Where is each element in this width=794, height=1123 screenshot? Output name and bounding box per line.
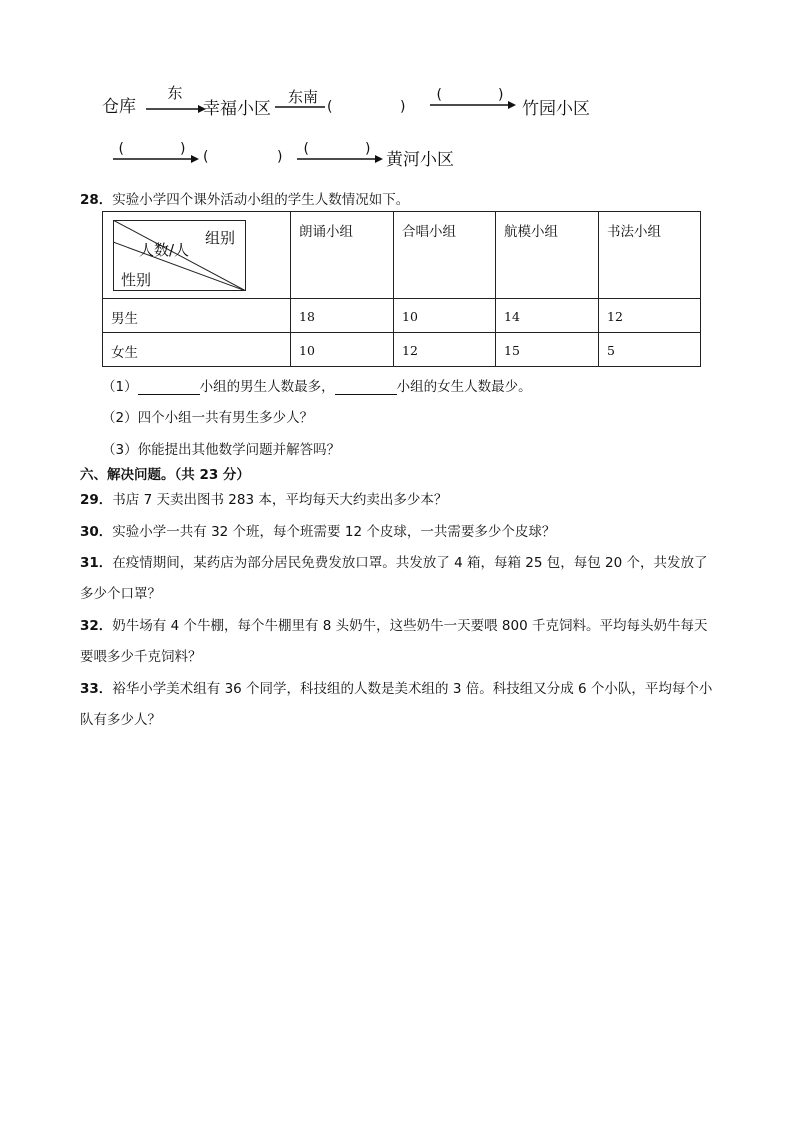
answer-blank-1[interactable] (138, 380, 200, 395)
question-28 (80, 188, 409, 208)
question-31: 31．在疫情期间，某药店为部分居民免费发放口罩。共发放了 4 箱，每箱 25 包，每包 20 个，共发放了 (80, 555, 708, 571)
arrow-3-icon (430, 100, 516, 110)
header-gender-label: 性别 (121, 271, 152, 289)
answer-blank-2[interactable] (335, 380, 397, 395)
subquestion-1: （1） 小组的男生人数最多， 小组的女生人数最少。 (102, 379, 532, 395)
arrow-2-line (275, 105, 325, 109)
diagonal-header-cell (103, 212, 291, 299)
subquestion-2: （2）四个小组一共有男生多少人？ (102, 410, 314, 426)
subquestion-3: （3）你能提出其他数学问题并解答吗？ (102, 442, 341, 458)
paren-close-2: ) (277, 149, 283, 165)
arrow-4-icon (113, 154, 199, 164)
column-header: 书法小组 (599, 212, 701, 299)
route-place-huanghe: 黄河小区 (386, 150, 454, 170)
route-start: 仓库 (102, 97, 136, 117)
arrow-label-blank: ( ) (436, 87, 504, 103)
table-header-row (103, 212, 701, 299)
row-label: 女生 (103, 333, 291, 367)
question-30: 30．实验小学一共有 32 个班，每个班需要 12 个皮球，一共需要多少个皮球？ (80, 524, 556, 540)
table-row (103, 299, 701, 333)
table-row (103, 333, 701, 367)
question-33: 33．裕华小学美术组有 36 个同学，科技组的人数是美术组的 3 倍。科技组又分成 6 个小队，平均每个小 (80, 681, 713, 697)
table-cell: 14 (496, 299, 599, 333)
table-cell: 5 (599, 333, 701, 367)
question-32-cont: 要喂多少千克饲料？ (80, 649, 202, 665)
table-cell: 10 (291, 333, 394, 367)
column-header: 朗诵小组 (291, 212, 394, 299)
arrow-label-east: 东 (167, 84, 183, 102)
header-count-label: 人数/人 (139, 241, 190, 259)
paren-close: ) (400, 99, 406, 115)
table-cell: 18 (291, 299, 394, 333)
question-33-cont: 队有多少人？ (80, 712, 161, 728)
arrow-1-icon (146, 104, 206, 114)
table-cell: 10 (394, 299, 496, 333)
arrow-label-southeast: 东南 (287, 88, 318, 106)
question-29: 29．书店 7 天卖出图书 283 本，平均每天大约卖出多少本？ (80, 492, 448, 508)
paren-open: ( (327, 99, 333, 115)
column-header: 航模小组 (496, 212, 599, 299)
row-label: 男生 (103, 299, 291, 333)
arrow-label-blank-3: ( ) (303, 141, 371, 157)
table-cell: 12 (394, 333, 496, 367)
column-header: 合唱小组 (394, 212, 496, 299)
activity-group-table (102, 211, 701, 367)
header-group-label: 组别 (205, 229, 236, 247)
section-title: 六、解决问题。（共 23 分） (80, 467, 250, 483)
question-number: 28． (80, 192, 113, 208)
question-32: 32．奶牛场有 4 个牛棚，每个牛棚里有 8 头奶牛，这些奶牛一天要喂 800 千克饲料。平均每头奶牛每天 (80, 618, 708, 634)
table-cell: 15 (496, 333, 599, 367)
route-place-zhuyuan: 竹园小区 (522, 99, 590, 119)
route-place-xingfu: 幸福小区 (203, 99, 271, 119)
question-31-cont: 多少个口罩？ (80, 586, 161, 602)
paren-open-2: ( (203, 149, 209, 165)
question-text: 实验小学四个课外活动小组的学生人数情况如下。 (112, 192, 410, 208)
table-cell: 12 (599, 299, 701, 333)
arrow-5-icon (297, 154, 383, 164)
arrow-label-blank-2: ( ) (118, 141, 186, 157)
